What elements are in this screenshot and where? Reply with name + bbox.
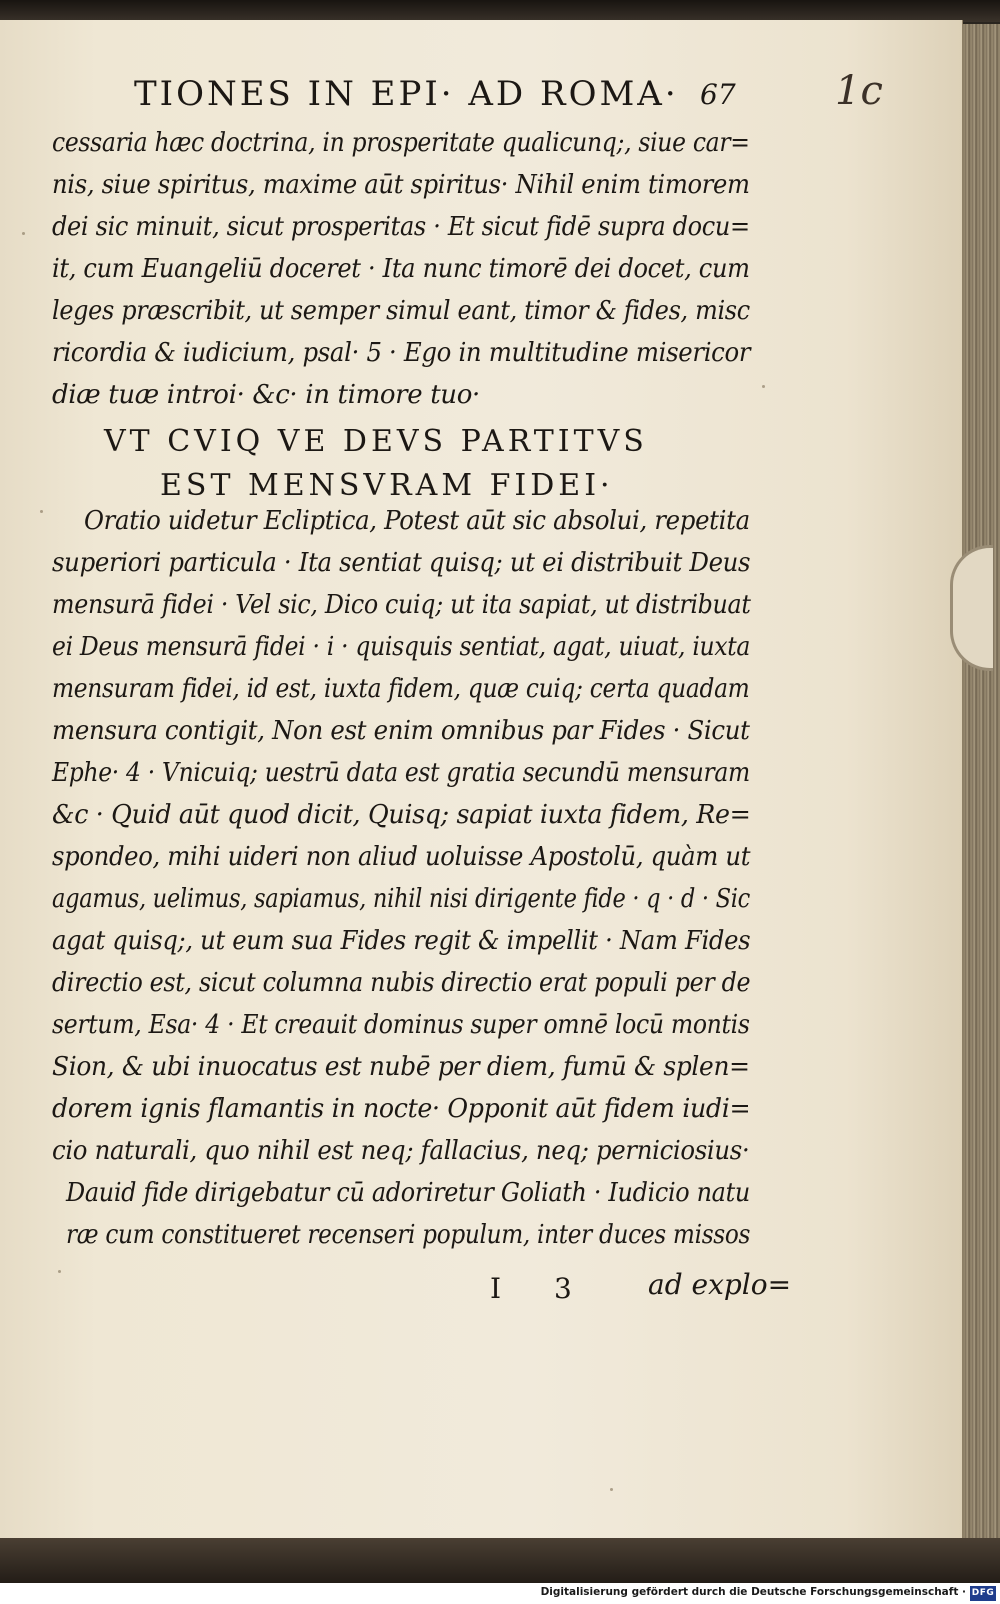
text-line: leges præscribit, ut semper simul eant, timor & fides, misc <box>52 296 750 326</box>
text-line: cio naturali, quo nihil est neq; fallacius, neq; perniciosius· <box>52 1136 750 1166</box>
text-line: Dauid fide dirigebatur cū adoriretur Goliath · Iudicio natu <box>66 1178 750 1208</box>
running-head: TIONES IN EPI· AD ROMA· <box>134 74 679 114</box>
book-top-edge <box>0 0 1000 22</box>
text-line: diæ tuæ introi· &c· in timore tuo· <box>52 380 480 410</box>
book-page <box>0 20 963 1540</box>
text-line: Oratio uidetur Ecliptica, Potest aūt sic absolui, repetita <box>84 506 750 536</box>
paper-speck <box>22 232 25 235</box>
text-line: dorem ignis flamantis in nocte· Opponit aūt fidem iudi= <box>52 1094 751 1124</box>
text-line: it, cum Euangeliū doceret · Ita nunc timorē dei docet, cum <box>52 254 750 284</box>
section-heading-line-2: EST MENSVRAM FIDEI· <box>160 468 614 503</box>
paper-speck <box>610 1488 613 1491</box>
manuscript-note: 1c <box>835 68 883 114</box>
text-line: cessaria hæc doctrina, in prosperitate qualicunq;, siue car= <box>52 128 750 158</box>
footer-credit: Digitalisierung gefördert durch die Deutsche Forschungsgemeinschaft · <box>540 1586 966 1598</box>
text-line: dei sic minuit, sicut prosperitas · Et sicut fidē supra docu= <box>52 212 750 242</box>
text-line: mensuram fidei, id est, iuxta fidem, quæ cuiq; certa quadam <box>52 674 750 704</box>
text-line: mensura contigit, Non est enim omnibus par Fides · Sicut <box>52 716 750 746</box>
book-fore-edge <box>962 24 1000 1540</box>
text-line: superiori particula · Ita sentiat quisq; ut ei distribuit Deus <box>52 548 751 578</box>
section-heading-line-1: VT CVIQ VE DEVS PARTITVS <box>104 424 648 459</box>
dfg-logo: DFG <box>970 1586 996 1601</box>
footer-bar <box>0 1583 1000 1604</box>
text-line: spondeo, mihi uideri non aliud uoluisse Apostolū, quàm ut <box>52 842 751 872</box>
text-line: agat quisq;, ut eum sua Fides regit & impellit · Nam Fides <box>52 926 751 956</box>
signature-mark: I 3 <box>490 1272 594 1305</box>
text-line: nis, siue spiritus, maxime aūt spiritus· Nihil enim timorem <box>52 170 750 200</box>
text-line: agamus, uelimus, sapiamus, nihil nisi dirigente fide · q · d · Sic <box>52 884 750 914</box>
text-line: Sion, & ubi inuocatus est nubē per diem, fumū & splen= <box>52 1052 750 1082</box>
text-line: ricordia & iudicium, psal· 5 · Ego in multitudine misericor <box>52 338 751 368</box>
paper-speck <box>762 385 765 388</box>
book-clasp <box>950 545 993 671</box>
text-line: directio est, sicut columna nubis directio erat populi per de <box>52 968 751 998</box>
text-line: &c · Quid aūt quod dicit, Quisq; sapiat iuxta fidem, Re= <box>52 800 751 830</box>
text-line: Ephe· 4 · Vnicuiq; uestrū data est gratia secundū mensuram <box>52 758 750 788</box>
folio-number: 67 <box>700 78 736 111</box>
text-line: ei Deus mensurā fidei · i · quisquis sentiat, agat, uiuat, iuxta <box>52 632 751 662</box>
paper-speck <box>58 1270 61 1273</box>
text-line: sertum, Esa· 4 · Et creauit dominus super omnē locū montis <box>52 1010 750 1040</box>
book-bottom-edge <box>0 1538 1000 1583</box>
text-line: ræ cum constitueret recenseri populum, inter duces missos <box>66 1220 751 1250</box>
paper-speck <box>40 510 43 513</box>
catchword: ad explo= <box>648 1268 792 1301</box>
text-line: mensurā fidei · Vel sic, Dico cuiq; ut ita sapiat, ut distribuat <box>52 590 751 620</box>
